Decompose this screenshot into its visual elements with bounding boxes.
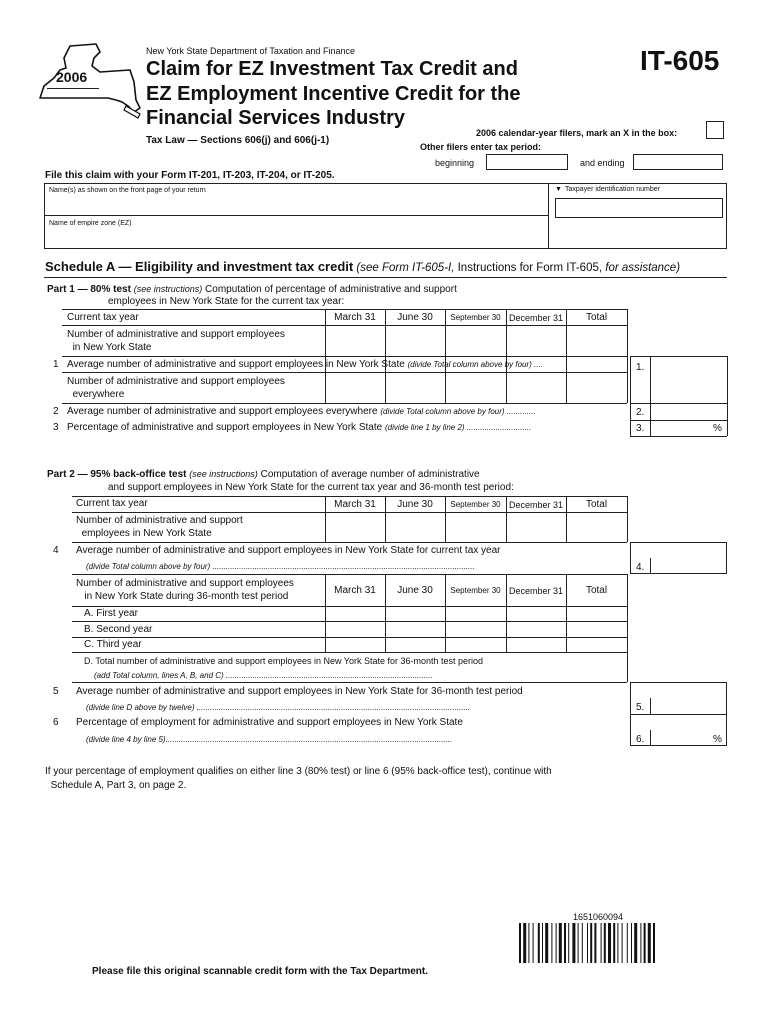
p2-ny-march-31[interactable] (326, 513, 384, 541)
p1-col-current-year: Current tax year (67, 312, 139, 323)
p1-ny-september-30[interactable] (446, 327, 505, 355)
line-2-amount[interactable] (651, 404, 726, 419)
row-b-second-year: B. Second year (84, 624, 153, 635)
p2-ny-december-31[interactable] (507, 513, 565, 541)
ending-label: and ending (580, 158, 625, 168)
other-filers-label: Other filers enter tax period: (420, 142, 542, 152)
line-5-text: Average number of administrative and support employees in New York State for 36-month test period (76, 686, 523, 697)
barcode-bar (644, 923, 646, 963)
row-d-total-amount[interactable] (567, 666, 626, 681)
barcode-bar (528, 923, 529, 963)
barcode-bar (613, 923, 615, 963)
barcode-bar (627, 923, 628, 963)
barcode-number: 1651060094 (573, 912, 624, 922)
ez-name-label: Name of empire zone (EZ) (49, 220, 132, 227)
barcode-bar (594, 923, 596, 963)
barcode-bar (533, 923, 534, 963)
schedule-a-title: Schedule A — Eligibility and investment tax credit (see Form IT-605-I, Instructions for Form IT-605, for assistance) (45, 259, 681, 274)
department-name: New York State Department of Taxation and Finance (146, 46, 355, 56)
p1-everywhere-march-31[interactable] (326, 374, 384, 402)
line-6-box-label: 6. (636, 734, 645, 745)
p2-36-col-total: Total (585, 585, 608, 596)
period-ending-field[interactable] (633, 154, 723, 170)
p2-ny-total[interactable] (567, 513, 626, 541)
line-2-number: 2 (53, 406, 59, 417)
period-beginning-field[interactable] (486, 154, 568, 170)
barcode-bar (590, 923, 592, 963)
barcode-bar (559, 923, 562, 963)
part1-description: employees in New York State for the current tax year: (108, 296, 345, 307)
tax-year: 2006 (56, 69, 88, 85)
p1-col-december: December 31 (508, 313, 564, 323)
barcode-bar (545, 923, 548, 963)
p2-row-36-month-label: Number of administrative and support employees in New York State during 36-month test period (76, 578, 294, 602)
line-4-box-label: 4. (636, 562, 645, 573)
line-6-number: 6 (53, 717, 59, 728)
form-title-line-2: EZ Employment Incentive Credit for the (146, 83, 521, 105)
p2-col-total: Total (585, 499, 608, 510)
p1-row-everywhere-label: Number of administrative and support employees everywhere (67, 376, 285, 400)
p2-36-col-june: June 30 (397, 585, 433, 596)
line-4-amount[interactable] (651, 559, 726, 573)
row-b-september-30[interactable] (446, 622, 505, 636)
p2-row-ny-employees-label: Number of administrative and support employees in New York State (76, 515, 243, 539)
row-c-march-31[interactable] (326, 638, 384, 651)
p2-36-col-march: March 31 (334, 585, 376, 596)
p1-col-september: September 30 (450, 313, 501, 322)
line-5-box-label: 5. (636, 702, 645, 713)
barcode-bar (564, 923, 566, 963)
part2-heading: Part 2 — 95% back-office test (see instructions) Computation of average number of administrative (47, 469, 480, 480)
form-title-line-1: Claim for EZ Investment Tax Credit and (146, 58, 518, 80)
p2-36-col-december: December 31 (508, 586, 564, 596)
down-arrow-icon: ▼ (555, 186, 562, 193)
barcode-bar (648, 923, 651, 963)
line-3-percent-sign: % (713, 423, 722, 434)
empire-zone-name-field[interactable] (48, 230, 544, 246)
line-6-note: (divide line 4 by line 5)................................................................................................................................. (86, 735, 453, 744)
calendar-year-note: 2006 calendar-year filers, mark an X in the box: (476, 128, 678, 138)
row-a-march-31[interactable] (326, 607, 384, 620)
row-c-total[interactable] (567, 638, 626, 651)
row-a-june-30[interactable] (386, 607, 444, 620)
p1-everywhere-total[interactable] (567, 374, 626, 402)
p2-col-current-year: Current tax year (76, 498, 148, 509)
taxpayer-id-label: Taxpayer identification number (565, 186, 660, 193)
p2-col-march: March 31 (334, 499, 376, 510)
p1-ny-march-31[interactable] (326, 327, 384, 355)
line-5-number: 5 (53, 686, 59, 697)
row-d-total-label: D. Total number of administrative and support employees in New York State for 36-month test period (84, 656, 484, 666)
barcode-bar (604, 923, 606, 963)
barcode-bar (587, 923, 588, 963)
schedule-a-rule (44, 277, 727, 278)
row-c-december-31[interactable] (507, 638, 565, 651)
row-a-september-30[interactable] (446, 607, 505, 620)
barcode-bar (601, 923, 602, 963)
row-c-third-year: C. Third year (84, 639, 142, 650)
beginning-label: beginning (435, 158, 475, 168)
row-b-december-31[interactable] (507, 622, 565, 636)
continue-instruction: If your percentage of employment qualifies on either line 3 (80% test) or line 6 (95% back-office test), continue with Schedule A, Part 3, on page 2. (45, 766, 552, 791)
year-underline (47, 88, 99, 89)
line-3-text: Percentage of administrative and support employees in New York State (divide line 1 by line 2) ............................. (67, 422, 532, 433)
line-3-percentage[interactable] (651, 421, 711, 435)
line-1-text: Average number of administrative and support employees in New York State (divide Total column above by four) .... (67, 359, 543, 370)
row-d-note: (add Total column, lines A, B, and C) ............................................................................................. (94, 671, 433, 680)
barcode (517, 923, 727, 965)
barcode-bar (572, 923, 575, 963)
p1-everywhere-september-30[interactable] (446, 374, 505, 402)
row-a-total[interactable] (567, 607, 626, 620)
barcode-bar (617, 923, 618, 963)
barcode-bar (568, 923, 569, 963)
line-4-number: 4 (53, 545, 59, 556)
tax-law-reference: Tax Law — Sections 606(j) and 606(j-1) (146, 135, 330, 146)
names-label: Name(s) as shown on the front page of your return (49, 187, 206, 194)
barcode-bar (582, 923, 583, 963)
row-c-june-30[interactable] (386, 638, 444, 651)
p2-ny-june-30[interactable] (386, 513, 444, 541)
row-c-september-30[interactable] (446, 638, 505, 651)
barcode-bar (653, 923, 655, 963)
taxpayer-id-field[interactable] (555, 198, 723, 218)
file-original-note: Please file this original scannable credit form with the Tax Department. (92, 966, 429, 977)
p1-row-ny-employees-label: Number of administrative and support employees in New York State (67, 329, 285, 353)
barcode-bar (538, 923, 540, 963)
p1-ny-total[interactable] (567, 327, 626, 355)
line-2-box-label: 2. (636, 407, 645, 418)
line-1-number: 1 (53, 359, 59, 370)
taxpayer-names-field[interactable] (48, 197, 544, 213)
barcode-bar (556, 923, 557, 963)
p1-everywhere-december-31[interactable] (507, 374, 565, 402)
p1-col-total: Total (585, 312, 608, 323)
calendar-year-checkbox[interactable] (706, 121, 724, 139)
line-4-note: (divide Total column above by four) ...................................................................................................................... (86, 562, 475, 571)
barcode-bar (551, 923, 552, 963)
line-3-box-label: 3. (636, 423, 645, 434)
line-3-number: 3 (53, 422, 59, 433)
barcode-bar (542, 923, 543, 963)
p1-col-june: June 30 (397, 312, 433, 323)
barcode-bar (622, 923, 623, 963)
barcode-bar (519, 923, 521, 963)
p1-ny-june-30[interactable] (386, 327, 444, 355)
row-a-december-31[interactable] (507, 607, 565, 620)
barcode-bar (640, 923, 641, 963)
p2-36-col-september: September 30 (450, 586, 501, 595)
p2-ny-september-30[interactable] (446, 513, 505, 541)
line-6-text: Percentage of employment for administrative and support employees in New York State (76, 717, 463, 728)
barcode-bar (631, 923, 632, 963)
form-title-line-3: Financial Services Industry (146, 107, 405, 129)
line-4-text: Average number of administrative and support employees in New York State for current tax year (76, 545, 501, 556)
line-6-percentage[interactable] (651, 731, 711, 745)
p2-col-december: December 31 (508, 500, 564, 510)
p2-col-september: September 30 (450, 500, 501, 509)
barcode-bar (578, 923, 579, 963)
barcode-bar (634, 923, 637, 963)
p1-ny-december-31[interactable] (507, 327, 565, 355)
p1-col-march: March 31 (334, 312, 376, 323)
row-a-first-year: A. First year (84, 608, 138, 619)
part2-description: and support employees in New York State for the current tax year and 36-month test period: (108, 482, 514, 493)
file-with-note: File this claim with your Form IT-201, IT-203, IT-204, or IT-205. (45, 170, 335, 181)
barcode-bar (608, 923, 611, 963)
line-2-text: Average number of administrative and support employees everywhere (divide Total column above by four) ............. (67, 406, 536, 417)
line-5-note: (divide line D above by twelve) ........................................................................................................................... (86, 703, 471, 712)
form-number: IT-605 (640, 45, 720, 76)
p1-everywhere-june-30[interactable] (386, 374, 444, 402)
line-1-box-label: 1. (636, 362, 645, 373)
part1-heading: Part 1 — 80% test (see instructions) Computation of percentage of administrative and support (47, 284, 457, 295)
barcode-bar (523, 923, 526, 963)
row-b-june-30[interactable] (386, 622, 444, 636)
line-1-amount[interactable] (651, 357, 726, 372)
line-6-percent-sign: % (713, 734, 722, 745)
row-b-total[interactable] (567, 622, 626, 636)
p2-col-june: June 30 (397, 499, 433, 510)
line-5-amount[interactable] (651, 699, 726, 713)
row-b-march-31[interactable] (326, 622, 384, 636)
